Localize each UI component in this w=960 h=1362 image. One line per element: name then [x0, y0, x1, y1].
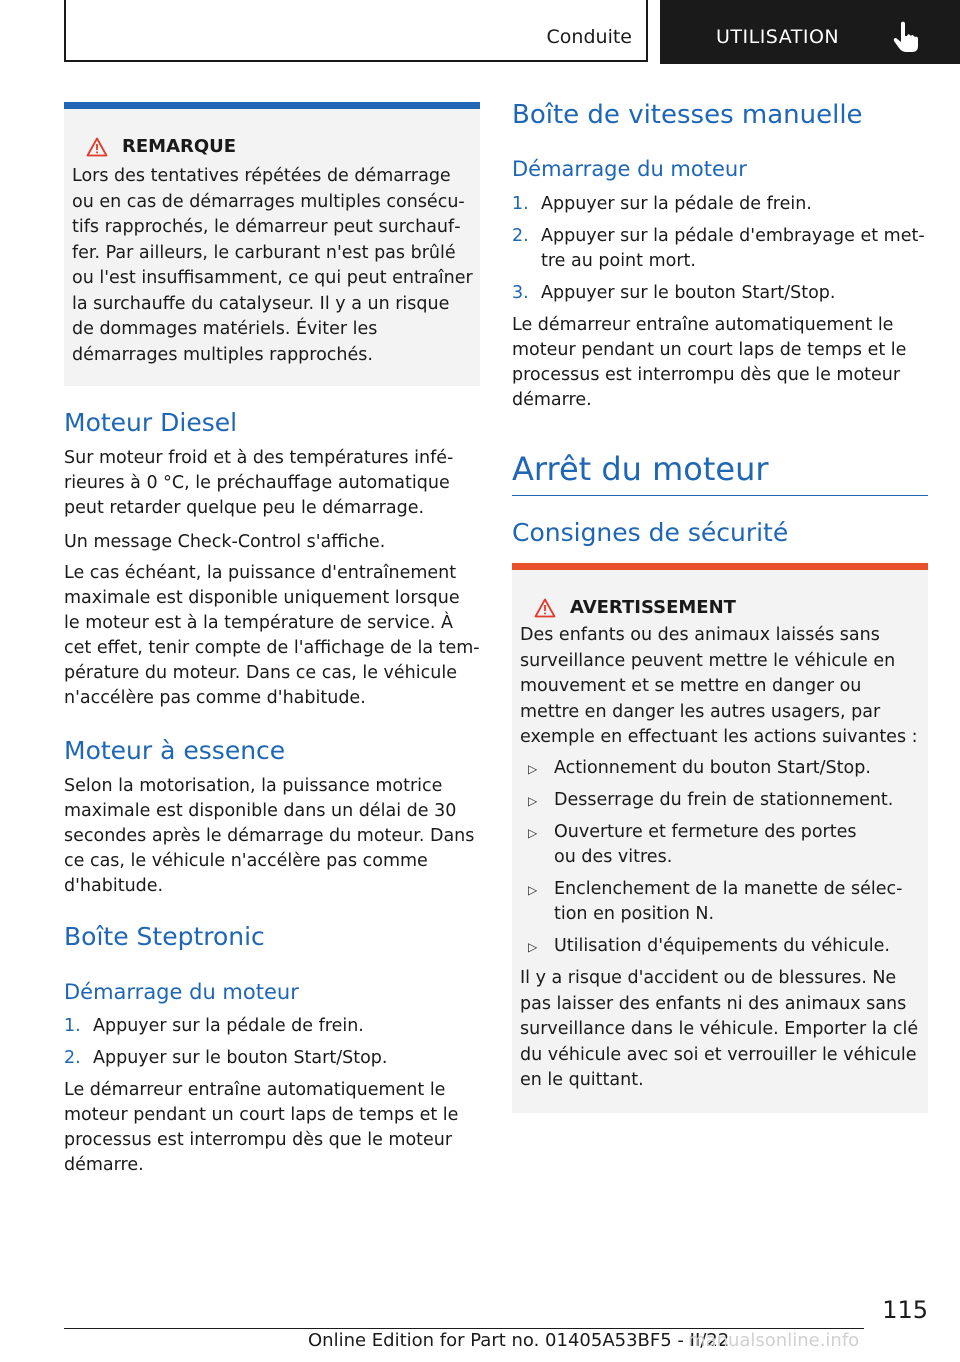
steptronic-step [64, 1014, 480, 1039]
note-accent-bar [64, 102, 480, 109]
bullet-triangle-icon: ▷ [528, 883, 538, 897]
manual-title: Boîte de vitesses manuelle [512, 100, 863, 130]
warning-heading [534, 597, 736, 618]
step-text: Appuyer sur la pédale de frein. [93, 1016, 364, 1036]
manual-step [512, 192, 928, 217]
bullet-triangle-icon: ▷ [528, 794, 538, 808]
footer-watermark: manualsonline.info [688, 1330, 860, 1351]
warning-triangle-icon [86, 137, 108, 157]
essence-paragraph-1: Selon la motorisation, la puissance motrice maximale est disponible dans un délai de 30 secondes après le démarrage du moteur. Dans ce cas, le véhicule n'accélère pas comme d'habitude. [64, 776, 475, 896]
step-number: 3. [512, 283, 529, 303]
bullet-text: Enclenchement de la manette de sélec‐tion en position N. [554, 879, 903, 924]
diesel-title: Moteur Diesel [64, 408, 238, 437]
bullet-text: Actionnement du bouton Start/Stop. [554, 758, 871, 778]
steptronic-paragraph: Le démarreur entraîne automatiquement le moteur pendant un court laps de temps et le processus est interrompu dès que le moteur démarre. [64, 1080, 459, 1175]
manual-step [512, 281, 928, 306]
note-heading-label: REMARQUE [122, 136, 237, 157]
bullet-text: Utilisation d'équipements du véhicule. [554, 936, 890, 956]
steptronic-step [64, 1046, 480, 1071]
diesel-paragraph-1: Sur moteur froid et à des températures infé‐rieures à 0 °C, le préchauffage automatique peut retarder quelque peu le démarrage. [64, 448, 454, 518]
warning-intro: Des enfants ou des animaux laissés sans surveillance peuvent mettre le véhicule en mouvement et se mettre en danger ou mettre en danger les autres usagers, par exemple en effectuant les actions suivantes : [520, 625, 918, 747]
footer-rule [64, 1328, 864, 1329]
bullet-triangle-icon: ▷ [528, 940, 538, 954]
header-section-title: Conduite [546, 26, 632, 48]
note-heading [86, 136, 236, 157]
manual-subtitle: Démarrage du moteur [512, 157, 747, 181]
step-text: Appuyer sur la pédale de frein. [541, 194, 812, 214]
bullet-triangle-icon: ▷ [528, 826, 538, 840]
diesel-paragraph-2: Un message Check-Control s'affiche. [64, 532, 386, 552]
header-chapter-title: UTILISATION [716, 26, 840, 48]
step-number: 2. [512, 226, 529, 246]
header-chapter-box [660, 0, 960, 64]
note-box [64, 102, 480, 386]
stop-title: Arrêt du moteur [512, 450, 769, 488]
note-text: Lors des tentatives répétées de démarrage ou en cas de démarrages multiples consécu‐tifs rapprochés, le démarreur peut surchauf‐fer. Par ailleurs, le carburant n'est pas brûlé ou l'est insuffisamment, ce qui peut entraîner la surchauffe du catalyseur. Il y a un risque de dommages matériels. Éviter les démarrages multiples rapprochés. [72, 166, 473, 365]
diesel-paragraph-3: Le cas échéant, la puissance d'entraînement maximale est disponible uniquement lorsque le moteur est à la température de service. À cet effet, tenir compte de l'affichage de la tem‐pérature du moteur. Dans ce cas, le véhicule n'accélère pas comme d'habitude. [64, 563, 480, 708]
manual-paragraph: Le démarreur entraîne automatiquement le moteur pendant un court laps de temps et le processus est interrompu dès que le moteur démarre. [512, 315, 907, 410]
page-number: 115 [882, 1296, 928, 1324]
warning-outro: Il y a risque d'accident ou de blessures. Ne pas laisser des enfants ni des animaux sans surveillance dans le véhicule. Emporter la clé du véhicule avec soi et verrouiller le véhicule en le quittant. [520, 968, 919, 1090]
safety-subtitle: Consignes de sécurité [512, 518, 789, 547]
bullet-triangle-icon: ▷ [528, 762, 538, 776]
stop-title-rule [512, 495, 928, 496]
step-number: 1. [512, 194, 529, 214]
step-text: Appuyer sur la pédale d'embrayage et met‐tre au point mort. [541, 226, 925, 271]
warning-heading-label: AVERTISSEMENT [570, 597, 736, 618]
header-section-box [64, 0, 648, 62]
warning-bullet [520, 820, 880, 870]
step-text: Appuyer sur le bouton Start/Stop. [93, 1048, 388, 1068]
essence-title: Moteur à essence [64, 736, 286, 765]
bullet-text: Desserrage du frein de stationnement. [554, 790, 894, 810]
step-number: 2. [64, 1048, 81, 1068]
warning-bullet [520, 877, 920, 927]
footer-edition: Online Edition for Part no. 01405A53BF5 - II/22 [308, 1330, 730, 1351]
step-number: 1. [64, 1016, 81, 1036]
steptronic-subtitle: Démarrage du moteur [64, 980, 299, 1004]
step-text: Appuyer sur le bouton Start/Stop. [541, 283, 836, 303]
pointing-hand-icon [892, 20, 922, 54]
manual-step [512, 224, 928, 274]
warning-accent-bar [512, 563, 928, 570]
bullet-text: Ouverture et fermeture des portes ou des vitres. [554, 822, 857, 867]
warning-box [512, 563, 928, 1113]
steptronic-title: Boîte Steptronic [64, 922, 265, 951]
warning-bullet [520, 756, 920, 782]
warning-triangle-icon [534, 598, 556, 618]
warning-bullet [520, 788, 920, 814]
warning-bullet [520, 934, 920, 960]
